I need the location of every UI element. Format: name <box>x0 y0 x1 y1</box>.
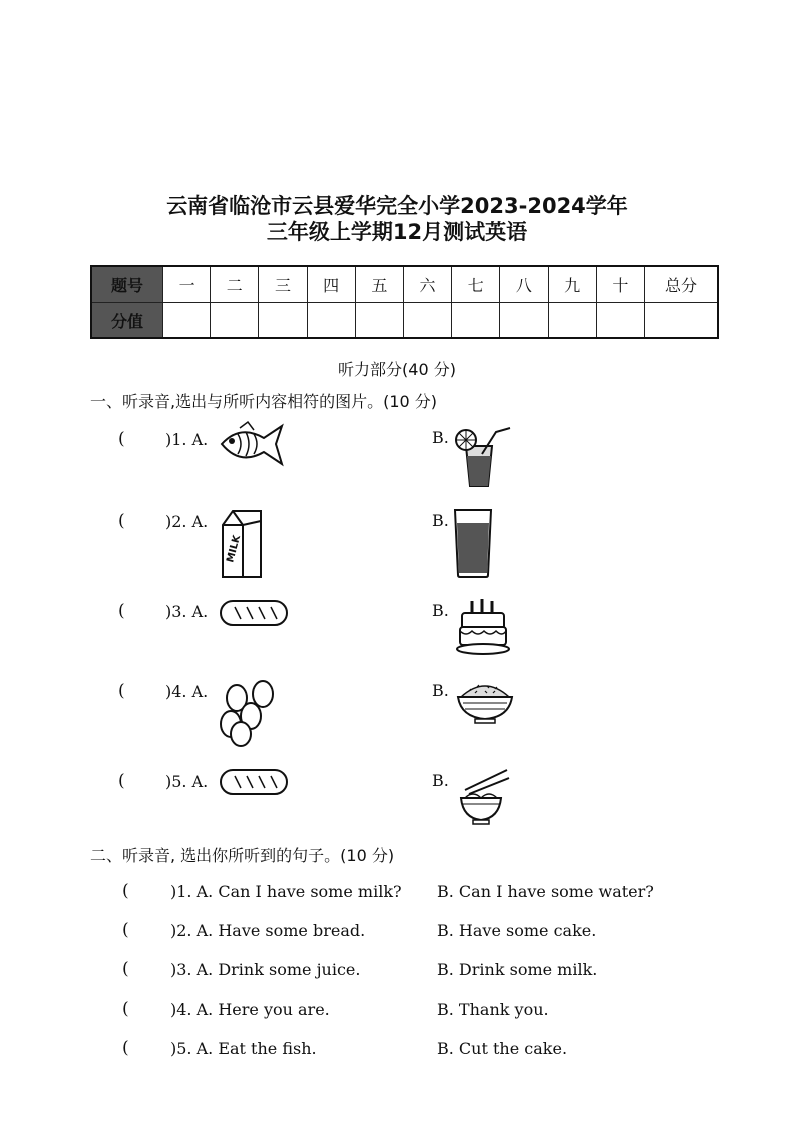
col-header: 九 <box>548 266 596 303</box>
option-a-sentence: )5. A. Eat the fish. <box>170 1039 317 1058</box>
bread-icon <box>219 598 289 628</box>
milk-carton-text: MILK <box>225 534 244 564</box>
option-b-sentence: B. Can I have some water? <box>437 882 654 901</box>
answer-blank-open[interactable]: ( <box>122 959 129 979</box>
score-cell-total[interactable] <box>645 303 719 339</box>
bread-icon <box>219 767 289 797</box>
question-number: )4. A. <box>165 682 209 701</box>
juice-icon <box>452 424 514 488</box>
answer-blank-open[interactable]: ( <box>118 771 125 791</box>
part1-heading: 一、听录音,选出与所听内容相符的图片。(10 分) <box>90 392 438 411</box>
answer-blank-open[interactable]: ( <box>122 920 129 940</box>
noodles-icon <box>455 768 511 826</box>
option-b-label: B. <box>432 771 449 790</box>
answer-blank-open[interactable]: ( <box>118 601 125 621</box>
answer-blank-open[interactable]: ( <box>118 511 125 531</box>
option-b-label: B. <box>432 681 449 700</box>
answer-blank-open[interactable]: ( <box>118 429 125 449</box>
col-header: 三 <box>259 266 307 303</box>
score-cell[interactable] <box>403 303 451 339</box>
option-b-sentence: B. Thank you. <box>437 1000 549 1019</box>
col-header-total: 总分 <box>645 266 719 303</box>
answer-blank-open[interactable]: ( <box>122 881 129 901</box>
option-b-label: B. <box>432 601 449 620</box>
col-header: 六 <box>403 266 451 303</box>
col-header: 四 <box>307 266 355 303</box>
col-header: 一 <box>163 266 211 303</box>
question-number: )2. A. <box>165 512 209 531</box>
score-cell[interactable] <box>211 303 259 339</box>
eggs-icon <box>219 676 283 748</box>
exam-title-line2: 三年级上学期12月测试英语 <box>266 220 528 244</box>
question-number: )3. A. <box>165 602 209 621</box>
col-header: 十 <box>596 266 644 303</box>
option-b-sentence: B. Cut the cake. <box>437 1039 568 1058</box>
option-b-label: B. <box>432 428 449 447</box>
score-cell[interactable] <box>452 303 500 339</box>
listening-section-heading: 听力部分(40 分) <box>338 360 456 379</box>
score-cell[interactable] <box>596 303 644 339</box>
score-cell[interactable] <box>500 303 548 339</box>
score-cell[interactable] <box>548 303 596 339</box>
milk-carton-icon <box>219 507 265 581</box>
water-glass-icon <box>452 507 494 579</box>
score-cell[interactable] <box>259 303 307 339</box>
rice-icon <box>455 679 515 725</box>
col-header: 二 <box>211 266 259 303</box>
score-cell[interactable] <box>163 303 211 339</box>
fish-icon <box>218 420 286 470</box>
question-number: )5. A. <box>165 772 209 791</box>
part2-heading: 二、听录音, 选出你所听到的句子。(10 分) <box>90 846 395 865</box>
option-a-sentence: )3. A. Drink some juice. <box>170 960 361 979</box>
score-cell[interactable] <box>307 303 355 339</box>
score-cell[interactable] <box>355 303 403 339</box>
option-b-label: B. <box>432 511 449 530</box>
option-a-sentence: )4. A. Here you are. <box>170 1000 330 1019</box>
col-header: 七 <box>452 266 500 303</box>
question-number: )1. A. <box>165 430 209 449</box>
option-b-sentence: B. Have some cake. <box>437 921 597 940</box>
answer-blank-open[interactable]: ( <box>118 681 125 701</box>
exam-title-line1: 云南省临沧市云县爱华完全小学2023-2024学年 <box>166 194 628 218</box>
answer-blank-open[interactable]: ( <box>122 1038 129 1058</box>
option-b-sentence: B. Drink some milk. <box>437 960 598 979</box>
row-label-question-number: 题号 <box>91 266 163 303</box>
score-table <box>90 265 719 339</box>
col-header: 八 <box>500 266 548 303</box>
option-a-sentence: )1. A. Can I have some milk? <box>170 882 402 901</box>
option-a-sentence: )2. A. Have some bread. <box>170 921 366 940</box>
col-header: 五 <box>355 266 403 303</box>
answer-blank-open[interactable]: ( <box>122 999 129 1019</box>
cake-icon <box>456 597 512 655</box>
row-label-score: 分值 <box>91 303 163 339</box>
